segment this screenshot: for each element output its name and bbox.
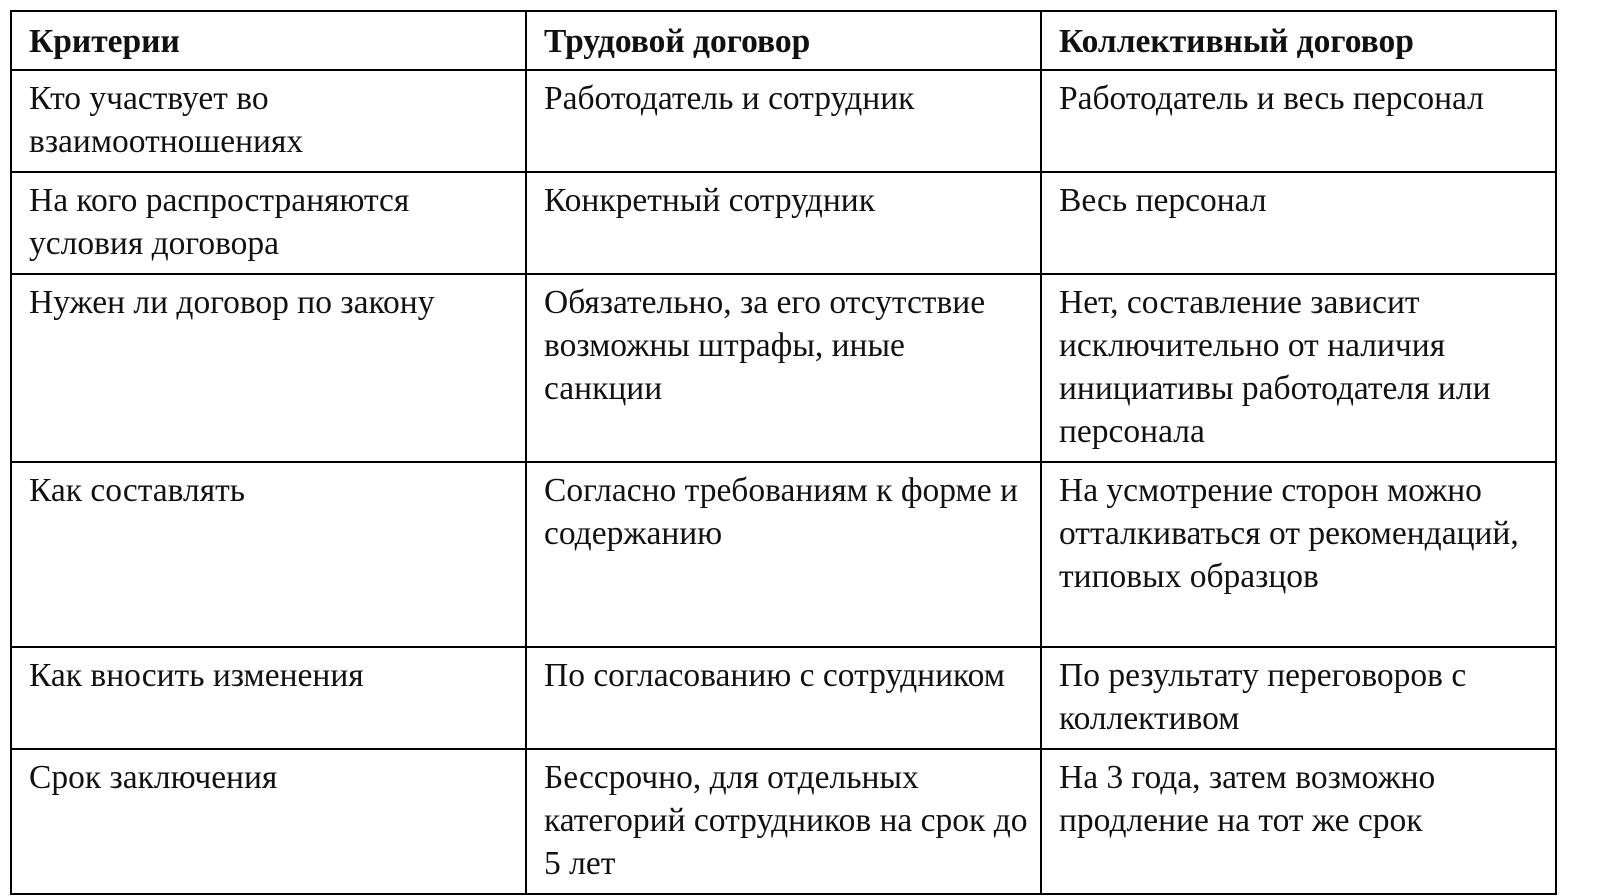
criteria-cell: Кто участвует во взаимоотношениях <box>11 70 526 172</box>
employment-contract-cell: Работодатель и сотрудник <box>526 70 1041 172</box>
collective-agreement-cell: Работодатель и весь персонал <box>1041 70 1556 172</box>
table-row <box>11 462 1556 647</box>
collective-agreement-cell: На 3 года, затем возможно продление на тот же срок <box>1041 749 1556 894</box>
table-row <box>11 172 1556 274</box>
table-row <box>11 274 1556 462</box>
employment-contract-cell: Бессрочно, для отдельных категорий сотрудников на срок до 5 лет <box>526 749 1041 894</box>
comparison-table-container <box>10 10 1557 895</box>
employment-contract-cell: Согласно требованиям к форме и содержанию <box>526 462 1041 647</box>
comparison-table <box>10 10 1557 895</box>
collective-agreement-cell: Нет, составление зависит исключительно от наличия инициативы работодателя или персонала <box>1041 274 1556 462</box>
employment-contract-cell: Конкретный сотрудник <box>526 172 1041 274</box>
header-collective-agreement: Коллективный договор <box>1041 11 1556 70</box>
table-row <box>11 749 1556 894</box>
table-row <box>11 647 1556 749</box>
header-employment-contract: Трудовой договор <box>526 11 1041 70</box>
criteria-cell: Нужен ли договор по закону <box>11 274 526 462</box>
employment-contract-cell: Обязательно, за его отсутствие возможны штрафы, иные санкции <box>526 274 1041 462</box>
header-criteria: Критерии <box>11 11 526 70</box>
criteria-cell: Как составлять <box>11 462 526 647</box>
criteria-cell: Как вносить изменения <box>11 647 526 749</box>
table-header-row <box>11 11 1556 70</box>
collective-agreement-cell: На усмотрение сторон можно отталкиваться от рекомендаций, типовых образцов <box>1041 462 1556 647</box>
criteria-cell: На кого распространяются условия договора <box>11 172 526 274</box>
collective-agreement-cell: По результату переговоров с коллективом <box>1041 647 1556 749</box>
criteria-cell: Срок заключения <box>11 749 526 894</box>
collective-agreement-cell: Весь персонал <box>1041 172 1556 274</box>
employment-contract-cell: По согласованию с сотрудником <box>526 647 1041 749</box>
table-row <box>11 70 1556 172</box>
